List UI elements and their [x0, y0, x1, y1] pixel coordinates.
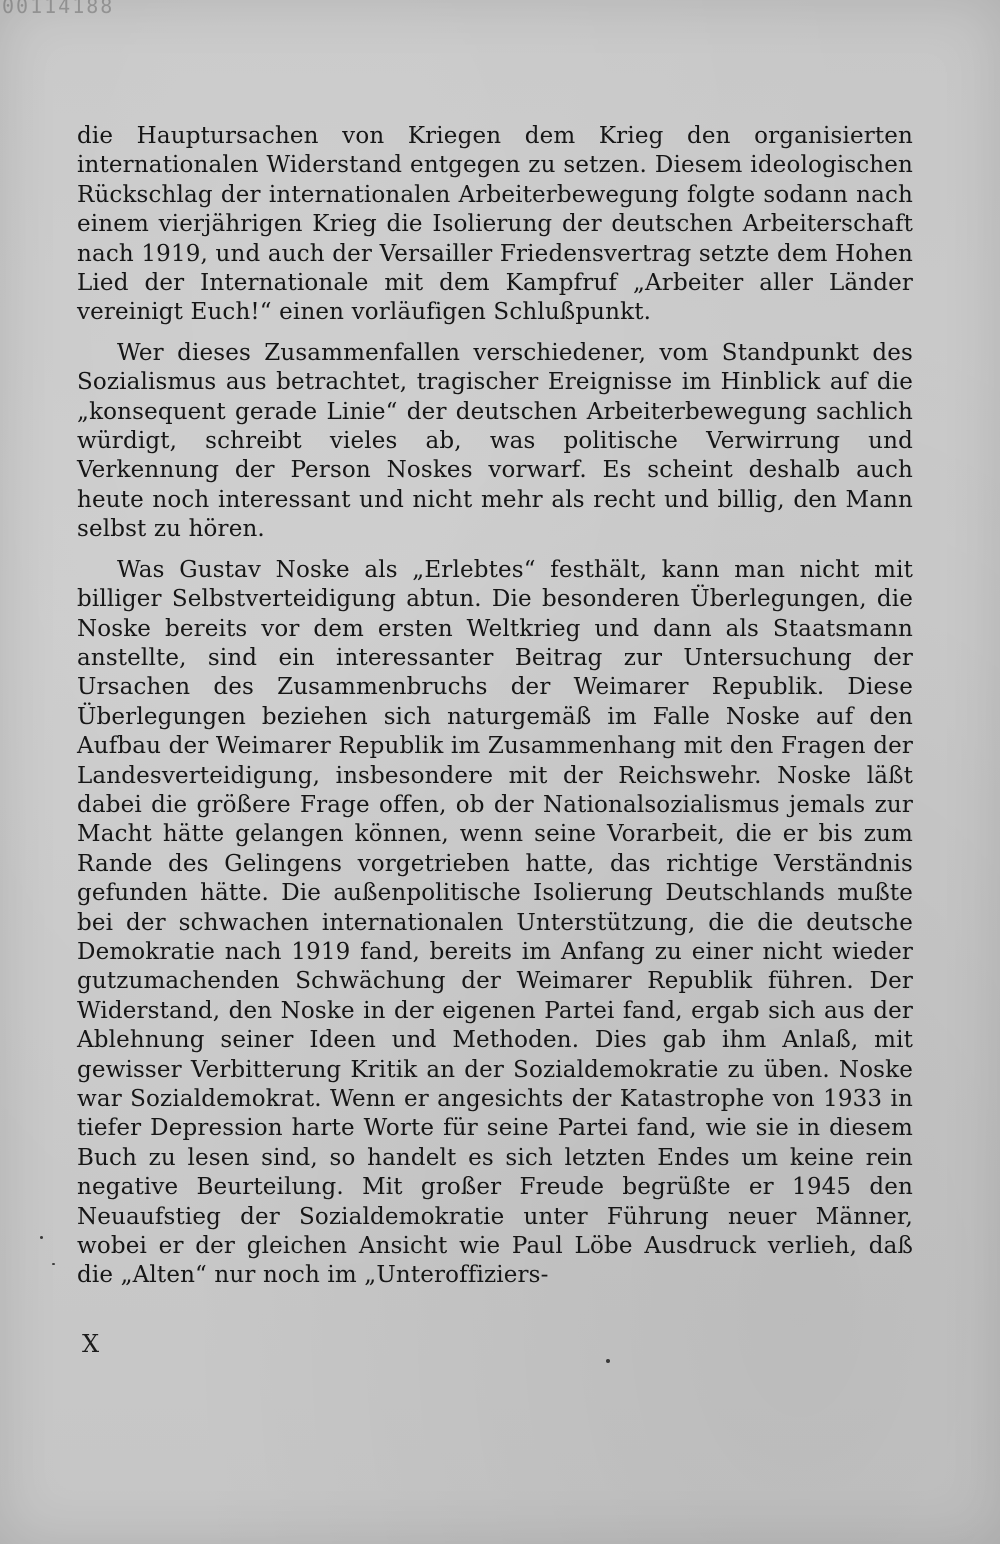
ink-speck: [40, 1236, 43, 1239]
paragraph-1: die Hauptursachen von Kriegen dem Krieg den organisierten internationalen Widerstand entgegen zu setzen. Diesem ideologischen Rückschlag der internationalen Arbeiterbewegung folgte sodann nach einem vierjährigen Krieg die Isolierung der deutschen Arbeiterschaft nach 1919, und auch der Versailler Friedensvertrag setzte dem Hohen Lied der Internationale mit dem Kampfruf „Arbeiter aller Länder vereinigt Euch!“ einen vorläufigen Schlußpunkt.: [77, 123, 913, 326]
ink-speck: [606, 1359, 610, 1363]
paragraph-3: Was Gustav Noske als „Erlebtes“ festhält, kann man nicht mit billiger Selbstverteidigung abtun. Die besonderen Überlegungen, die Noske bereits vor dem ersten Weltkrieg und dann als Staatsmann anstellte, sind ein interessanter Beitrag zur Untersuchung der Ursachen des Zusammenbruchs der Weimarer Republik. Diese Überlegungen beziehen sich naturgemäß im Falle Noske auf den Aufbau der Weimarer Republik im Zusammenhang mit den Fragen der Landesverteidigung, insbesondere mit der Reichswehr. Noske läßt dabei die größere Frage offen, ob der Nationalsozialismus jemals zur Macht hätte gelangen können, wenn seine Vorarbeit, die er bis zum Rande des Gelingens vorgetrieben hatte, das richtige Verständnis gefunden hätte. Die außenpolitische Isolierung Deutschlands mußte bei der schwachen internationalen Unterstützung, die die deutsche Demokratie nach 1919 fand, bereits im Anfang zu einer nicht wieder gutzumachenden Schwächung der Weimarer Republik führen. Der Widerstand, den Noske in der eigenen Partei fand, ergab sich aus der Ablehnung seiner Ideen und Methoden. Dies gab ihm Anlaß, mit gewisser Verbitterung Kritik an der Sozialdemokratie zu üben. Noske war Sozialdemokrat. Wenn er angesichts der Katastrophe von 1933 in tiefer Depression harte Worte für seine Partei fand, wie sie in diesem Buch zu lesen sind, so handelt es sich letzten Endes um keine rein negative Beurteilung. Mit großer Freude begrüßte er 1945 den Neuaufstieg der Sozialdemokratie unter Führung neuer Männer, wobei er der gleichen Ansicht wie Paul Löbe Ausdruck verlieh, daß die „Alten“ nur noch im „Unteroffiziers-: [77, 556, 913, 1289]
paragraph-2: Wer dieses Zusammenfallen verschiedener, vom Standpunkt des Sozialismus aus betrachtet, tragischer Ereignisse im Hinblick auf die „konsequent gerade Linie“ der deutschen Arbeiterbewegung sachlich würdigt, schreibt vieles ab, was politische Verwirrung und Verkennung der Person Noskes vorwarf. Es scheint deshalb auch heute noch interessant und nicht mehr als recht und billig, den Mann selbst zu hören.: [77, 339, 913, 543]
page-number: X: [82, 1330, 100, 1358]
ink-speck: [52, 1263, 55, 1265]
body-text: [77, 122, 913, 1302]
corner-mark: 00114188: [2, 0, 115, 18]
